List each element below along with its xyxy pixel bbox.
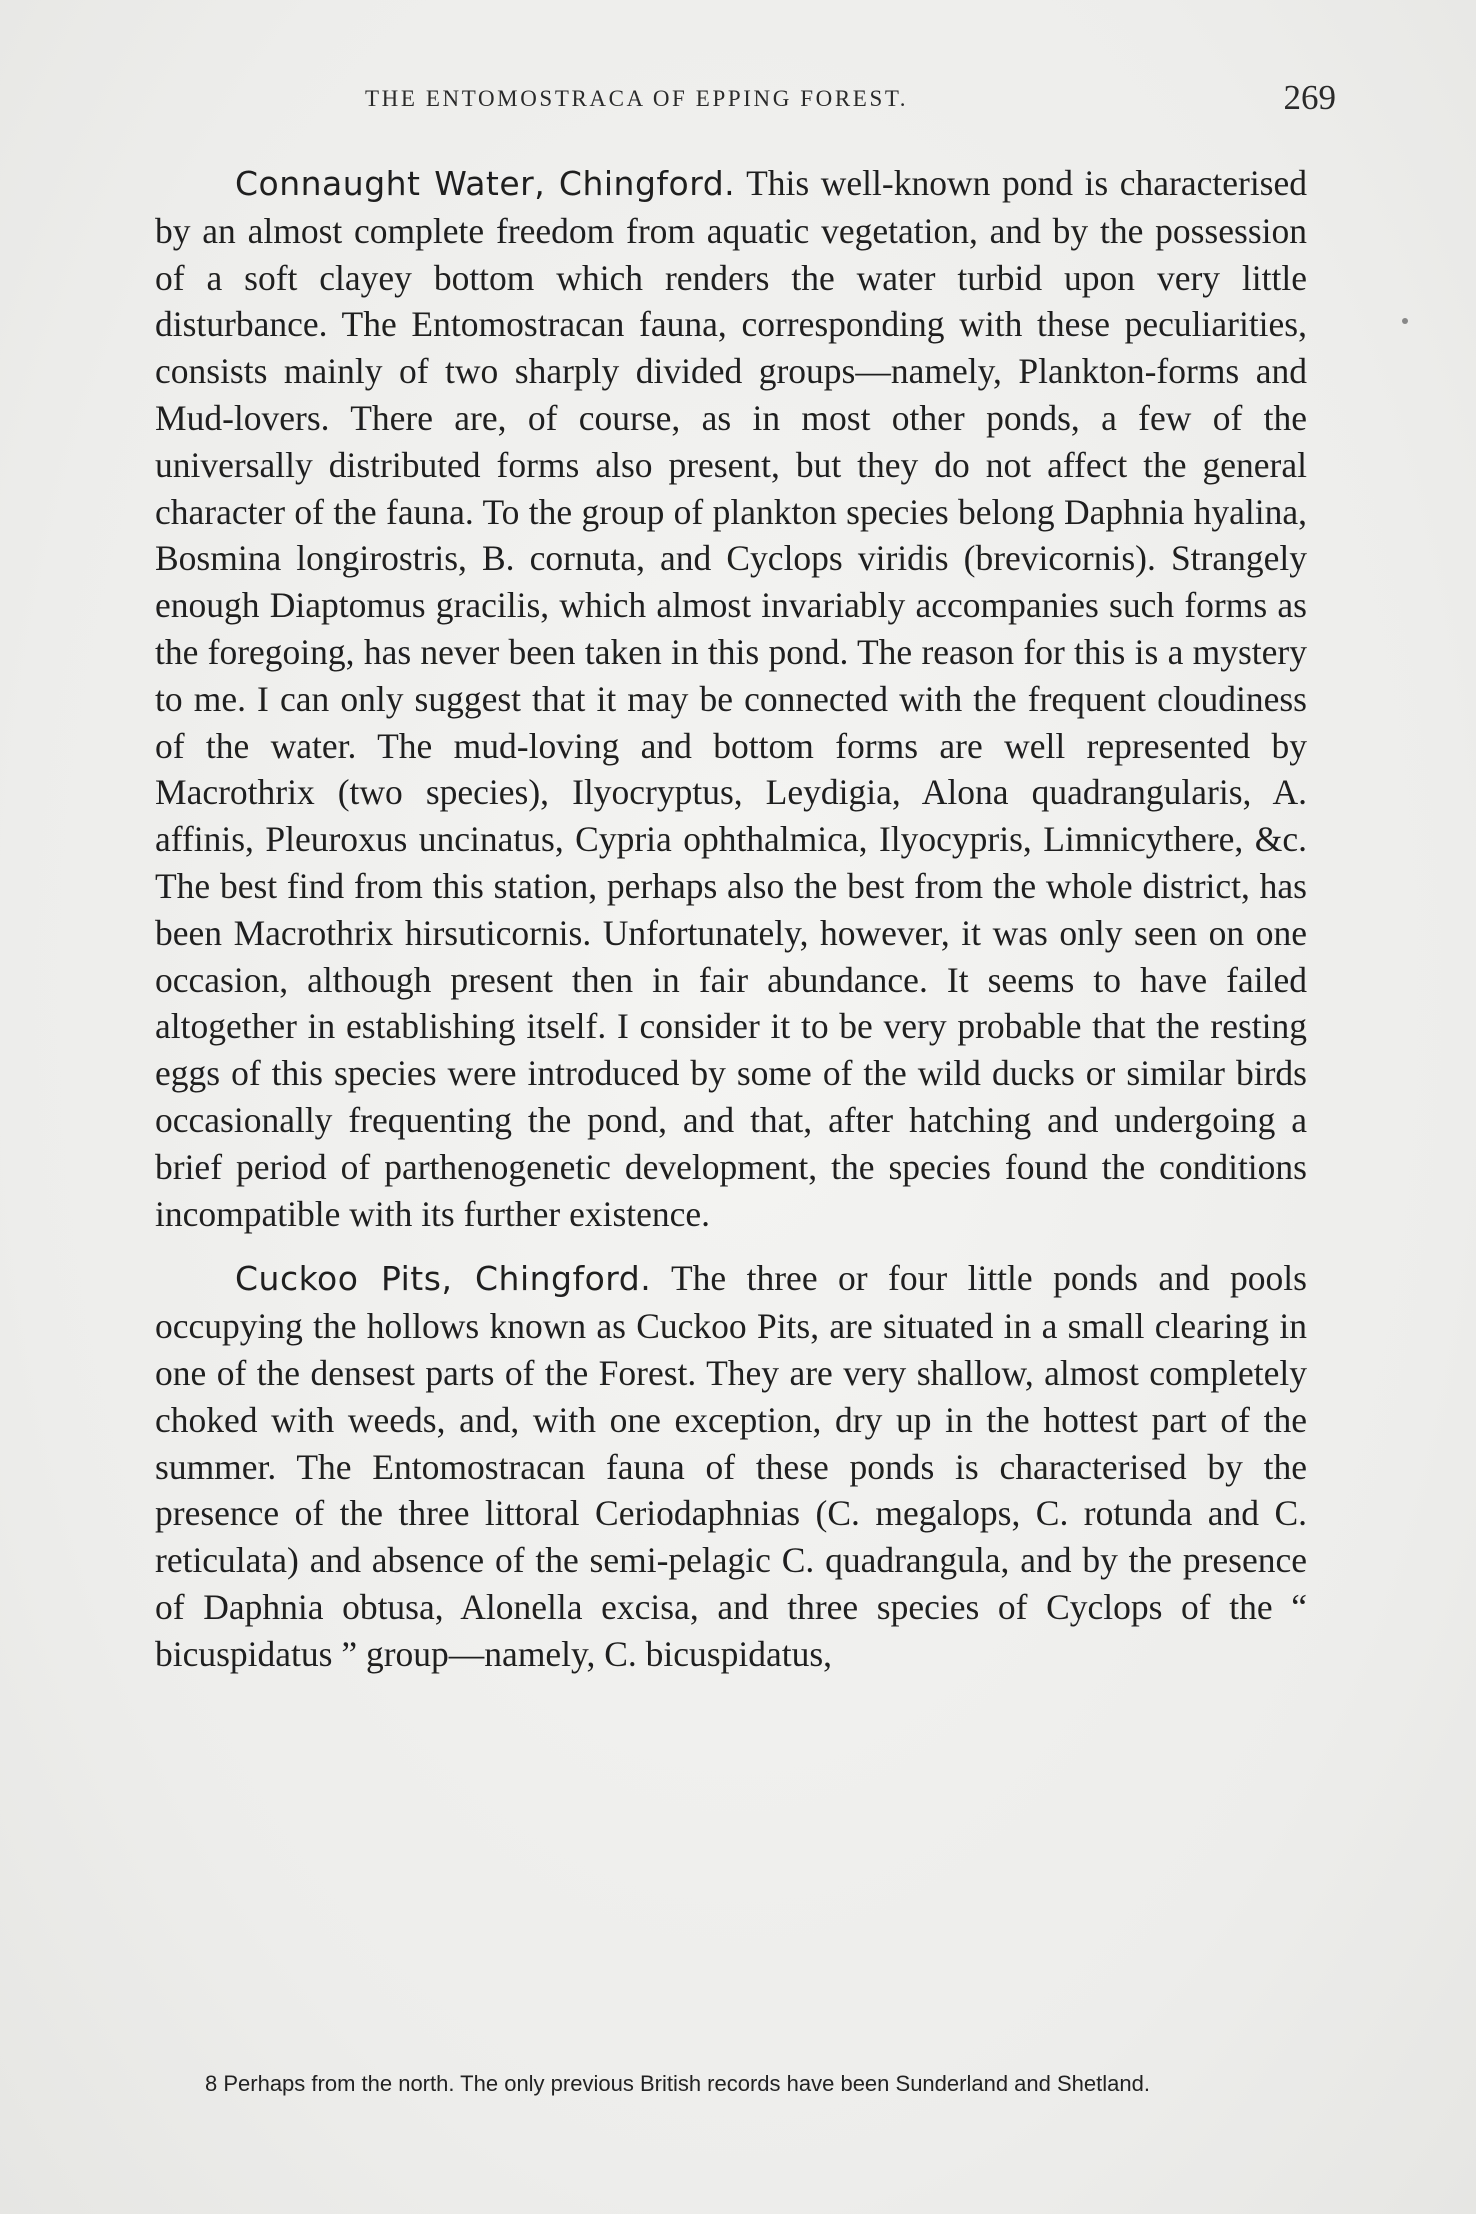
page-number: 269 [1283, 78, 1336, 117]
running-title: THE ENTOMOSTRACA OF EPPING FOREST. [365, 86, 909, 111]
body-text [155, 160, 1307, 1678]
footnote-text: 8 Perhaps from the north. The only previous British records have been Sunderland and Shetland. [205, 2071, 1150, 2096]
print-speck [1402, 318, 1408, 324]
paragraph-text: The three or four little ponds and pools occupying the hollows known as Cuckoo Pits, are situated in a small clearing in one of the densest parts of the Forest. They are very shallow, almost completely choked with weeds, and, with one exception, dry up in the hottest part of the summer. The Entomostracan fauna of these ponds is characterised by the presence of the three littoral Ceriodaphnias (C. megalops, C. rotunda and C. reticulata) and absence of the semi-pelagic C. quadrangula, and by the presence of Daphnia obtusa, Alonella excisa, and three species of Cyclops of the “ bicuspidatus ” group—namely, C. bicuspidatus, [155, 1258, 1307, 1674]
place-heading: Connaught Water, Chingford. [235, 164, 736, 203]
paragraph-text: This well-known pond is characterised by an almost complete freedom from aquatic vegetation, and by the possession of a soft clayey bottom which renders the water turbid upon very little disturbance. The Entomostracan fauna, corresponding with these peculiarities, consists mainly of two sharply divided groups—namely, Plankton-forms and Mud-lovers. There are, of course, as in most other ponds, a few of the universally distributed forms also present, but they do not affect the general character of the fauna. To the group of plankton species belong Daphnia hyalina, Bosmina longirostris, B. cornuta, and Cyclops viridis (brevicornis). Strangely enough Diaptomus gracilis, which almost invariably accompanies such forms as the foregoing, has never been taken in this pond. The reason for this is a mystery to me. I can only suggest that it may be connected with the frequent cloudiness of the water. The mud-loving and bottom forms are well represented by Macrothrix (two species), Ilyocryptus, Leydigia, Alona quadrangularis, A. affinis, Pleuroxus uncinatus, Cypria ophthalmica, Ilyocypris, Limnicythere, &c. The best find from this station, perhaps also the best from the whole district, has been Macrothrix hirsuticornis. Unfortunately, however, it was only seen on one occasion, although present then in fair abundance. It seems to have failed altogether in establishing itself. I consider it to be very probable that the resting eggs of this species were introduced by some of the wild ducks or similar birds occasionally frequenting the pond, and that, after hatching and undergoing a brief period of parthenogenetic development, the species found the conditions incompatible with its further existence. [155, 163, 1307, 1234]
page-header [155, 78, 1336, 126]
paragraph-cuckoo-pits [155, 1255, 1307, 1677]
paragraph-connaught-water [155, 160, 1307, 1237]
footnote [155, 2072, 1307, 2096]
place-heading: Cuckoo Pits, Chingford. [235, 1259, 652, 1299]
